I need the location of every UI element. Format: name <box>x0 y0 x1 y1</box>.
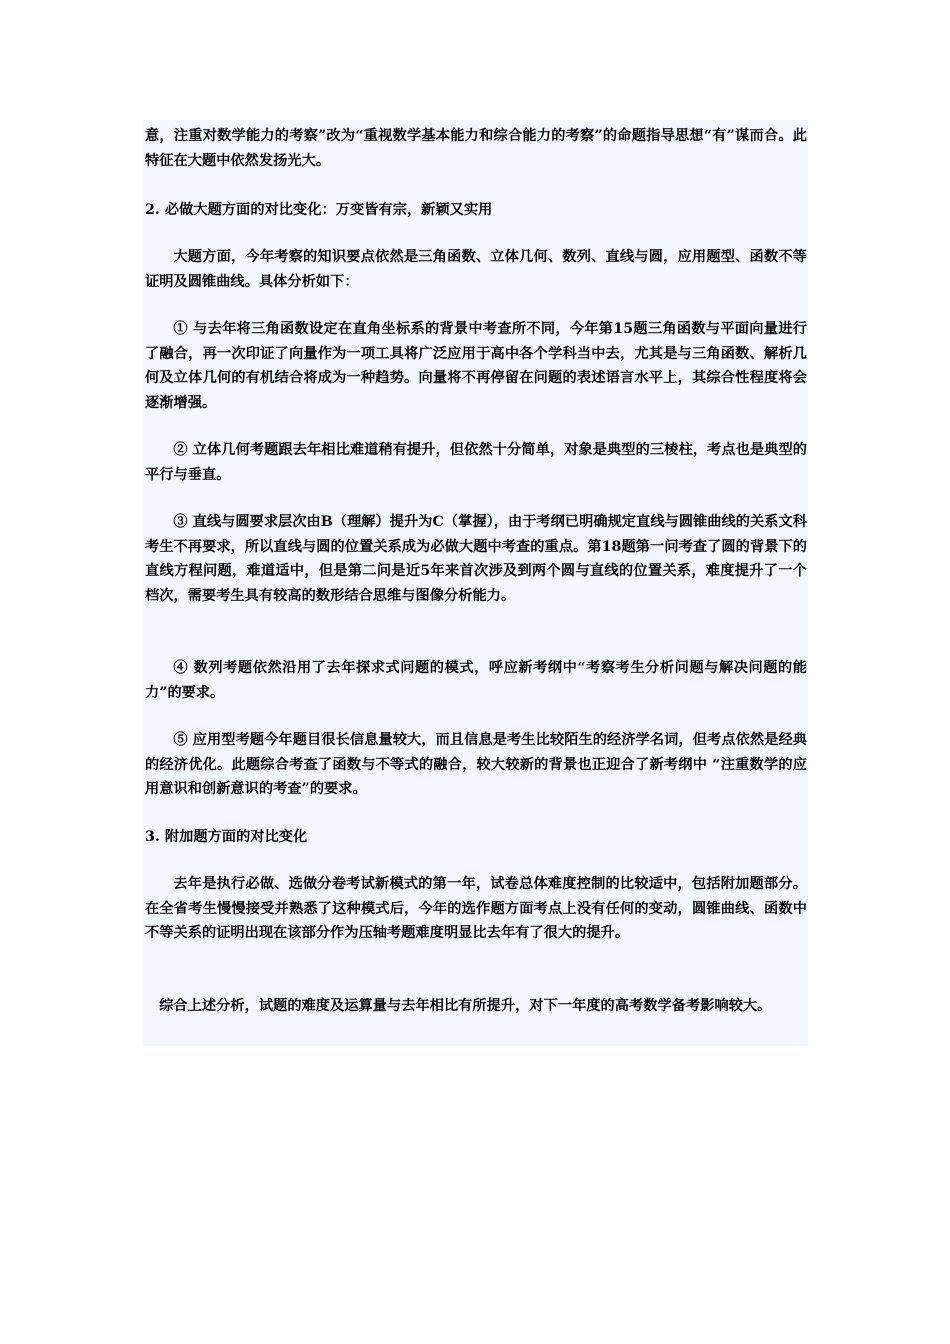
paragraph-section-3-body: 去年是执行必做、选做分卷考试新模式的第一年，试卷总体难度控制的比较适中，包括附加题部分。在全省考生慢慢接受并熟悉了这种模式后，今年的选作题方面考点上没有任何的变动，圆锥曲线、函数中不等关系的证明出现在该部分作为压轴考题难度明显比去年有了很大的提升。 <box>145 876 807 941</box>
paragraph-item-1: ① 与去年将三角函数设定在直角坐标系的背景中考查所不同，今年第15题三角函数与平面向量进行了融合，再一次印证了向量作为一项工具将广泛应用于高中各个学科当中去，尤其是与三角函数、解析几何及立体几何的有机结合将成为一种趋势。向量将不再停留在问题的表述语言水平上，其综合性程度将会逐渐增强。 <box>145 321 807 411</box>
paragraph-conclusion: 综合上述分析，试题的难度及运算量与去年相比有所提升，对下一年度的高考数学备考影响较大。 <box>159 998 772 1014</box>
paragraph-item-5: ⑤ 应用型考题今年题目很长信息量较大，而且信息是考生比较陌生的经济学名词，但考点依然是经典的经济优化。此题综合考查了函数与不等式的融合，较大较新的背景也正迎合了新考纲中 “注重数学的应用意识和创新意识的考查”的要求。 <box>145 732 807 797</box>
paragraph-item-2: ② 立体几何考题跟去年相比难道稍有提升，但依然十分简单，对象是典型的三棱柱，考点也是典型的平行与垂直。 <box>145 442 807 483</box>
paragraph-item-4: ④ 数列考题依然沿用了去年探求式问题的模式，呼应新考纲中“考察考生分析问题与解决问题的能力”的要求。 <box>145 660 807 701</box>
document-body <box>143 120 808 1046</box>
section-2-heading: 2. 必做大题方面的对比变化：万变皆有宗，新颖又实用 <box>145 202 493 218</box>
section-3-heading: 3. 附加题方面的对比变化 <box>145 829 308 845</box>
paragraph-intro-continued: 意，注重对数学能力的考察”改为“重视数学基本能力和综合能力的考察”的命题指导思想“有”谋而合。此特征在大题中依然发扬光大。 <box>145 128 807 169</box>
paragraph-item-3: ③ 直线与圆要求层次由B（理解）提升为C（掌握），由于考纲已明确规定直线与圆锥曲线的关系文科考生不再要求，所以直线与圆的位置关系成为必做大题中考查的重点。第18题第一问考查了圆的背景下的直线方程问题，难道适中，但是第二问是近5年来首次涉及到两个圆与直线的位置关系，难度提升了一个档次，需要考生具有较高的数形结合思维与图像分析能力。 <box>145 514 807 604</box>
paragraph-section-2-overview: 大题方面，今年考察的知识要点依然是三角函数、立体几何、数列、直线与圆，应用题型、函数不等证明及圆锥曲线。具体分析如下： <box>145 249 807 290</box>
